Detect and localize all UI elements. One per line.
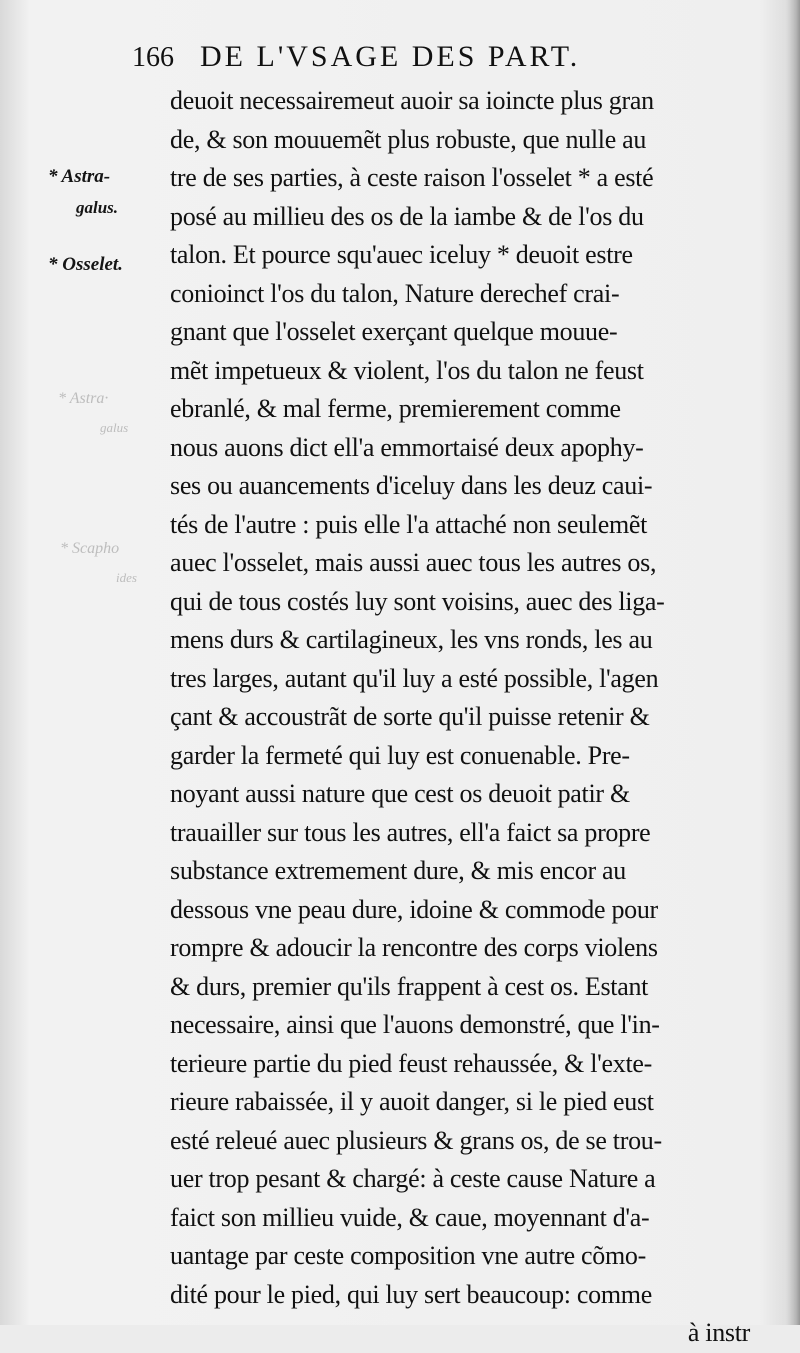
page-header [132,40,742,84]
text-line: substance extremement dure, & mis encor au [170,856,626,885]
text-line: posé au millieu des os de la iambe & de l'os du [170,201,644,231]
text-line: tres larges, autant qu'il luy a esté possible, l'agen [170,663,659,693]
show-through-text: galus [100,420,129,435]
text-line: rompre & adoucir la rencontre des corps violens [170,933,658,962]
body-text [170,82,770,1353]
text-line: de, & son mouuemẽt plus robuste, que nulle au [170,124,647,154]
text-line: gnant que l'osselet exerçant quelque mouue- [170,317,618,346]
running-title: DE L'VSAGE DES PART. [200,40,581,73]
text-line: nous auons dict ell'a emmortaisé deux apophy- [170,432,644,462]
text-line: rieure rabaissée, il y auoit danger, si le pied eust [170,1087,654,1116]
text-line: noyant aussi nature que cest os deuoit patir & [170,779,630,808]
margin-note-astragalus: * Astra- [48,166,111,187]
text-line: tés de l'autre : puis elle l'a attaché non seulemẽt [170,509,648,539]
text-line: ses ou auancements d'iceluy dans les deuz caui- [170,471,653,500]
page-number: 166 [132,42,174,73]
text-line: dessous vne peau dure, idoine & commode pour [170,894,658,924]
text-line: faict son millieu vuide, & caue, moyennant d'a- [170,1202,650,1232]
text-line: conioinct l'os du talon, Nature derechef crai- [170,278,620,308]
text-line: necessaire, ainsi que l'auons demonstré, que l'in- [170,1010,660,1039]
text-line: & durs, premier qu'ils frappent à cest os. Estant [170,971,649,1001]
text-line: uer trop pesant & chargé: à ceste cause Nature a [170,1164,656,1193]
text-line: trauailler sur tous les autres, ell'a faict sa propre [170,817,651,847]
show-through-text: * Astra· [58,390,109,407]
show-through-text: ides [116,570,137,585]
show-through-text: * Scapho [60,540,120,557]
text-line: mẽt impetueux & violent, l'os du talon ne feust [170,355,644,385]
text-line: mens durs & cartilagineux, les vns ronds, les au [170,625,653,654]
text-line: deuoit necessairemeut auoir sa ioincte plus gran [170,86,654,115]
text-line: çant & accoustrãt de sorte qu'il puisse retenir & [170,702,650,731]
text-line: esté releué auec plusieurs & grans os, de se trou- [170,1125,662,1155]
text-line: garder la fermeté qui luy est conuenable. Pre- [170,740,630,770]
text-line: uantage par ceste composition vne autre cõmo- [170,1241,646,1270]
margin-note-astragalus-cont: galus. [76,198,119,217]
text-line: auec l'osselet, mais aussi auec tous les autres os, [170,548,657,577]
catchword: à instr [687,1318,750,1347]
text-line: tre de ses parties, à ceste raison l'osselet * a esté [170,163,654,192]
text-line: qui de tous costés luy sont voisins, auec des liga- [170,586,665,616]
text-line: dité pour le pied, qui luy sert beaucoup: comme [170,1279,652,1309]
text-line: talon. Et pource squ'auec iceluy * deuoit estre [170,240,633,269]
gutter-shadow [786,0,800,1325]
margin-note-osselet: * Osselet. [48,254,123,275]
text-line: terieure partie du pied feust rehaussée, & l'exte- [170,1048,653,1078]
text-line: ebranlé, & mal ferme, premierement comme [170,394,621,423]
